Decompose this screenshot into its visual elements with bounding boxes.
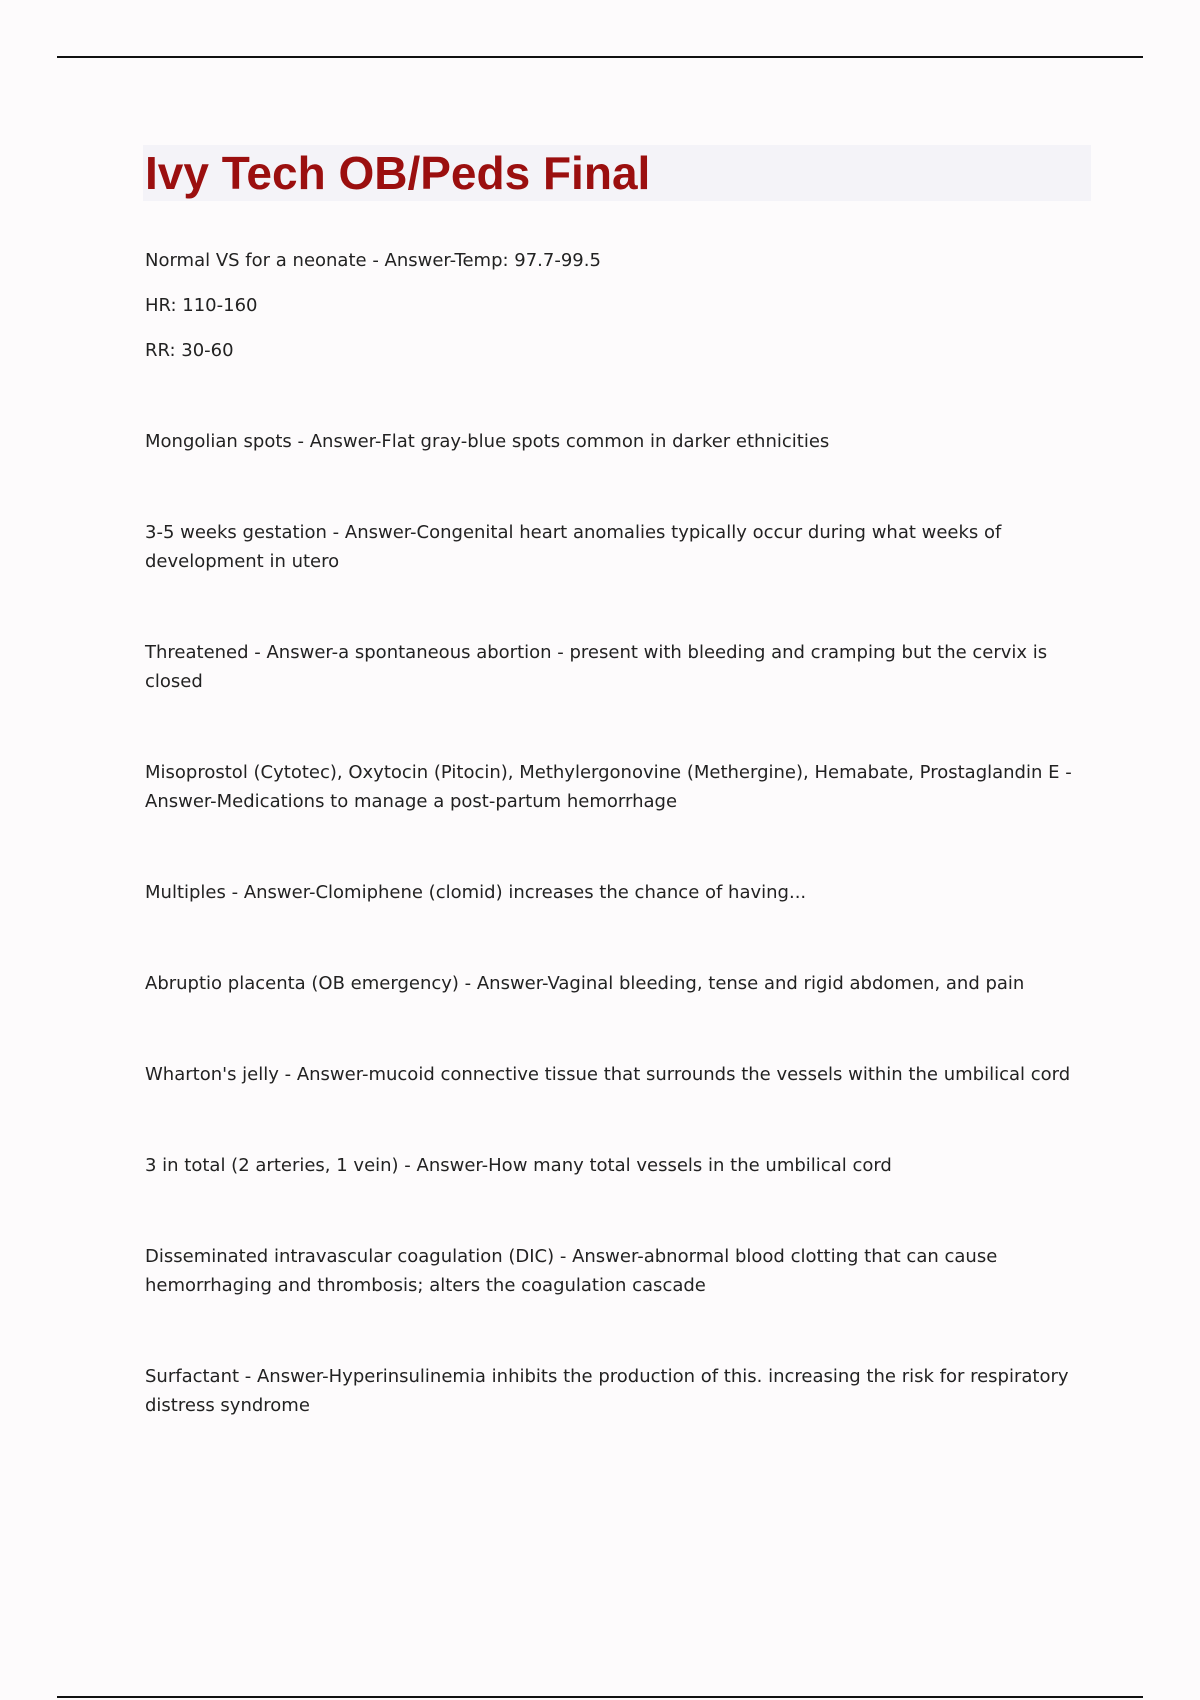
flashcard-entry [145,246,1085,365]
entry-text: Disseminated intravascular coagulation (DIC) - Answer-abnormal blood clotting that can cause hemorrhaging and thrombosis; alters the coagulation cascade [145,1246,998,1296]
flashcard-entry [145,969,1085,998]
entry-text: Misoprostol (Cytotec), Oxytocin (Pitocin), Methylergonovine (Methergine), Hemabate, Prostaglandin E - Answer-Medications to manage a post-partum hemorrhage [145,762,1072,812]
document-title: Ivy Tech OB/Peds Final [145,147,651,199]
entry-text: 3 in total (2 arteries, 1 vein) - Answer-How many total vessels in the umbilical cord [145,1155,892,1176]
flashcard-entry [145,1151,1085,1180]
flashcard-entry [145,1060,1085,1089]
entry-text: Mongolian spots - Answer-Flat gray-blue spots common in darker ethnicities [145,431,830,452]
flashcard-entry [145,1362,1085,1420]
flashcard-entry [145,878,1085,907]
flashcard-entry [145,427,1085,456]
flashcard-entry [145,758,1085,816]
entry-text: 3-5 weeks gestation - Answer-Congenital heart anomalies typically occur during what weeks of development in utero [145,522,1002,572]
flashcard-list [145,246,1085,1482]
header-rule [57,56,1143,58]
entry-text: Abruptio placenta (OB emergency) - Answer-Vaginal bleeding, tense and rigid abdomen, and pain [145,973,1025,994]
entry-text: HR: 110-160 [145,295,258,316]
entry-text: Surfactant - Answer-Hyperinsulinemia inhibits the production of this. increasing the risk for respiratory distress syndrome [145,1366,1069,1416]
entry-text: Threatened - Answer-a spontaneous abortion - present with bleeding and cramping but the cervix is closed [145,642,1048,692]
entry-text: RR: 30-60 [145,340,234,361]
entry-text: Normal VS for a neonate - Answer-Temp: 97.7-99.5 [145,250,601,271]
entry-text: Wharton's jelly - Answer-mucoid connective tissue that surrounds the vessels within the umbilical cord [145,1064,1071,1085]
flashcard-entry [145,638,1085,696]
entry-text: Multiples - Answer-Clomiphene (clomid) increases the chance of having... [145,882,807,903]
flashcard-entry [145,518,1085,576]
footer-rule [57,1696,1143,1698]
flashcard-entry [145,1242,1085,1300]
